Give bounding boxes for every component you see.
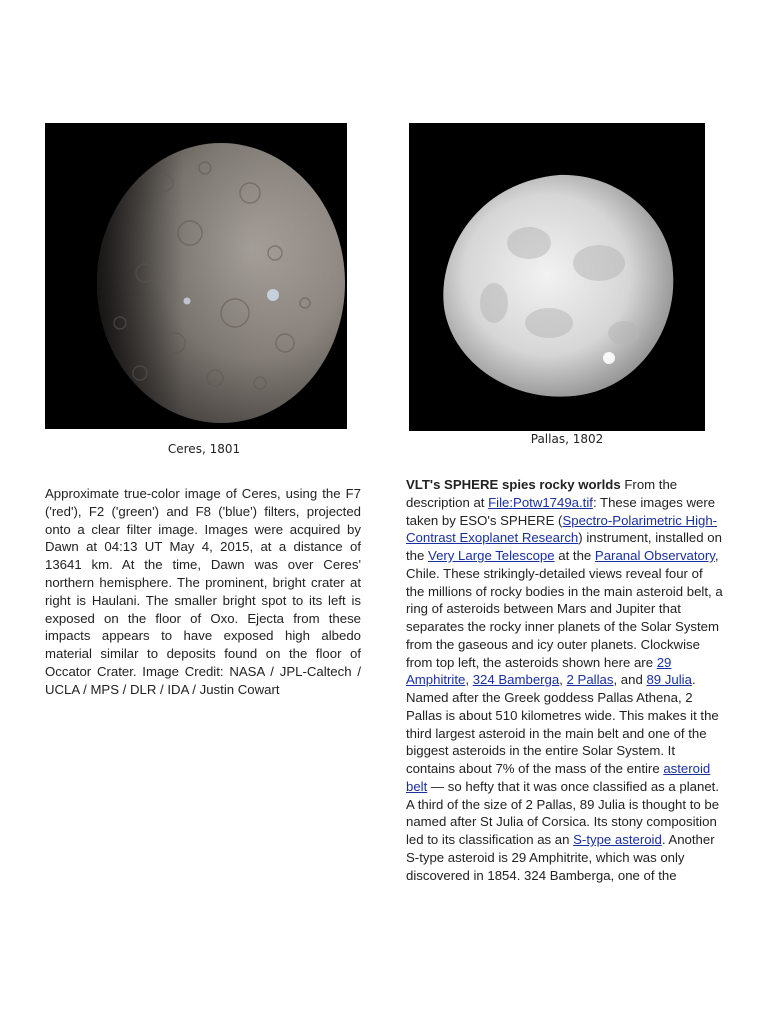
pallas-caption: Pallas, 1802: [530, 432, 604, 446]
link-potw1749a-file[interactable]: File:Potw1749a.tif: [488, 494, 593, 510]
pallas-text-10: — so hefty that it was once classified as a planet. A third of the size of 2 Pallas, 89 Julia is thought to be named after St Julia of Corsica. Its stony composition led to its classification as an: [406, 778, 720, 847]
pallas-text-1: From the description at: [406, 477, 678, 510]
link-s-type-asteroid[interactable]: S-type asteroid: [573, 832, 662, 847]
pallas-description: [406, 476, 724, 884]
ceres-planet-graphic: [45, 123, 347, 429]
pallas-text-7: ,: [559, 672, 567, 688]
link-asteroid-belt[interactable]: asteroid belt: [406, 761, 711, 794]
pallas-text-3: ) instrument, installed on the: [406, 530, 722, 563]
pallas-text-2: : These images were taken by ESO's SPHERE (: [406, 494, 716, 528]
pallas-text-4: at the: [554, 548, 595, 563]
link-324-bamberga[interactable]: 324 Bamberga: [472, 672, 560, 688]
pallas-text-6: ,: [465, 672, 473, 688]
ceres-image: [45, 123, 347, 429]
link-29-amphitrite[interactable]: 29 Amphitrite: [406, 654, 672, 688]
ceres-caption: Ceres, 1801: [167, 442, 241, 456]
link-2-pallas[interactable]: 2 Pallas: [566, 672, 614, 688]
pallas-text-5: , Chile. These strikingly-detailed views reveal four of the millions of rocky bodies in the main asteroid belt, a ring of asteroids between Mars and Jupiter that separates the rocky inner planets of the Solar System from the gaseous and icy outer planets. Clockwise from top left, the asteroids shown here are: [406, 548, 723, 670]
pallas-asteroid-graphic: [409, 123, 705, 431]
pallas-text-8: , and: [613, 672, 647, 688]
pallas-text-9: . Named after the Greek goddess Pallas Athena, 2 Pallas is about 510 kilometres wide. This makes it the third largest asteroid in the main belt and one of the biggest asteroids in the entire Solar System. It contains about 7% of the mass of the entire: [406, 672, 719, 776]
pallas-heading: VLT's SPHERE spies rocky worlds: [406, 477, 621, 492]
ceres-description: Approximate true-color image of Ceres, using the F7 ('red'), F2 ('green') and F8 ('blue') filters, projected onto a clear filter image. Images were acquired by Dawn at 04:13 UT May 4, 2015, at a distance of 13641 km. At the time, Dawn was over Ceres' northern hemisphere. The prominent, bright crater at right is Haulani. The smaller bright spot to its left is exposed on the floor of Oxo. Ejecta from these impacts appears to have exposed high albedo material similar to deposits found on the floor of Occator Crater. Image Credit: NASA / JPL-Caltech / UCLA / MPS / DLR / IDA / Justin Cowart: [45, 486, 361, 697]
link-paranal-observatory[interactable]: Paranal Observatory: [594, 548, 715, 563]
link-sphere-instrument[interactable]: Spectro-Polarimetric High-Contrast Exoplanet Research: [406, 512, 718, 546]
link-89-julia[interactable]: 89 Julia: [646, 672, 692, 688]
pallas-text-11: . Another S-type asteroid is 29 Amphitrite, which was only discovered in 1854. 324 Bamberga, one of the: [406, 832, 715, 883]
link-very-large-telescope[interactable]: Very Large Telescope: [428, 548, 555, 563]
pallas-image: [409, 123, 705, 431]
